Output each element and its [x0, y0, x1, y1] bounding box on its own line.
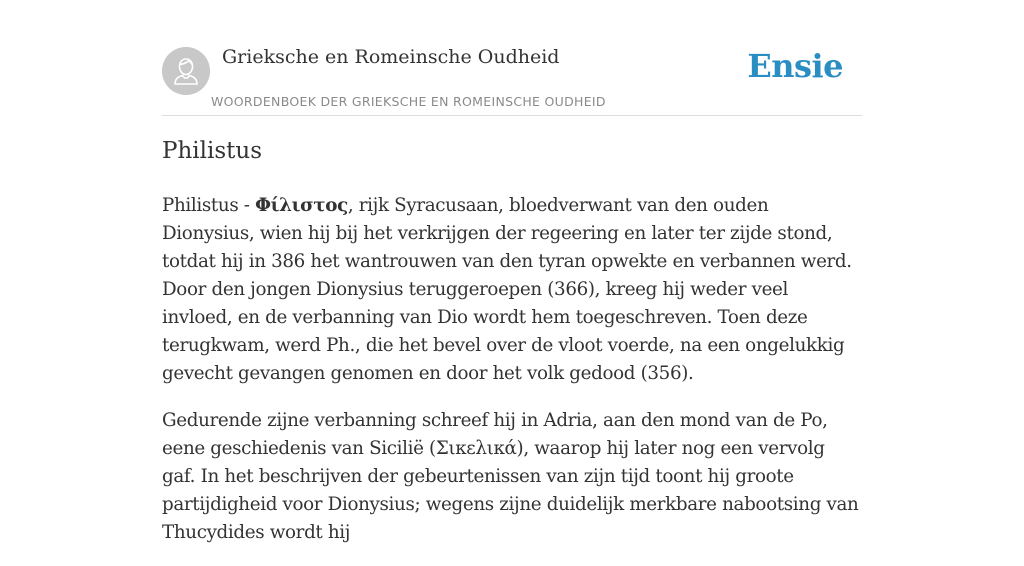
- paragraph-1-text: , rijk Syracusaan, bloedverwant van den ouden Dionysius, wien hij bij het verkrijgen der regeering en later ter zijde stond, totdat hij in 386 het wantrouwen van den tyran opwekte en verbannen werd. Door den jongen Dionysius teruggeroepen (366), kreeg hij weder veel invloed, en de verbanning van Dio wordt hem toegeschreven. Toen deze terugkwam, werd Ph., die het bevel over de vloot voerde, na een ongelukkig gevecht gevangen genomen en door het volk gedood (356).: [162, 195, 852, 384]
- paragraph-2: Gedurende zijne verbanning schreef hij in Adria, aan den mond van de Po, eene geschiedenis van Sicilië (Σικελικά), waarop hij later nog een vervolg gaf. In het beschrijven der gebeurtenissen van zijn tijd toont hij groote partijdigheid voor Dionysius; wegens zijne duidelijk merkbare nabootsing van Thucydides wordt hij: [162, 410, 859, 543]
- paragraph-1: [162, 192, 862, 388]
- page-container: [162, 0, 862, 543]
- ensie-logo[interactable]: Ensie: [747, 47, 843, 85]
- entry-body: [162, 192, 862, 566]
- site-header: [162, 0, 862, 116]
- site-title[interactable]: Grieksche en Romeinsche Oudheid: [222, 46, 560, 68]
- greek-name: Φίλιστος: [255, 195, 348, 216]
- entry-lead: Philistus -: [162, 195, 256, 216]
- site-subtitle: WOORDENBOEK DER GRIEKSCHE EN ROMEINSCHE OUDHEID: [211, 94, 606, 109]
- avatar-person-icon: [162, 47, 210, 95]
- entry-title: Philistus: [162, 138, 263, 164]
- user-avatar-icon[interactable]: [162, 47, 210, 95]
